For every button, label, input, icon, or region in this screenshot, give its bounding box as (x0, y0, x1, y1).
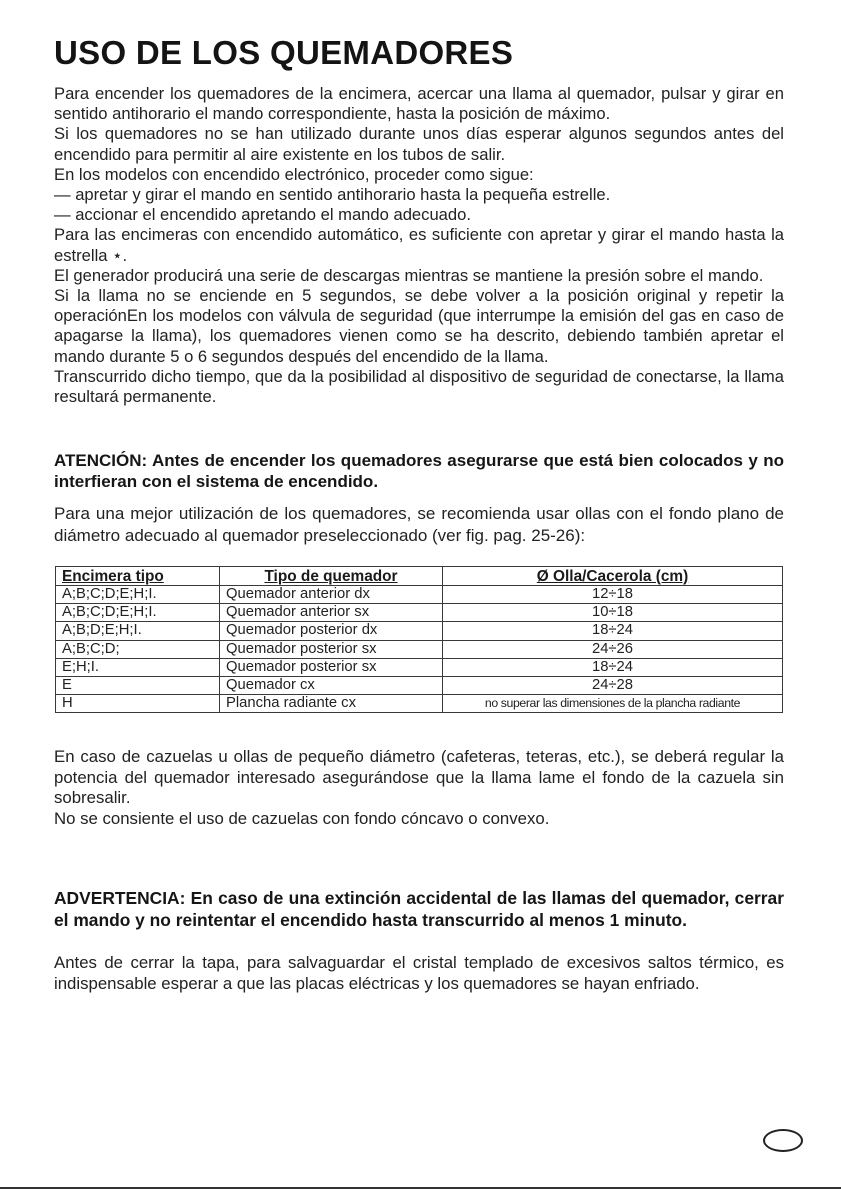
burner-pot-size-table (55, 566, 783, 713)
cell-burner-type: Quemador posterior sx (220, 658, 443, 676)
cell-hob-type: E (56, 676, 220, 694)
cell-pot-diameter: no superar las dimensiones de la plancha radiante (443, 695, 783, 713)
intro-paragraph: En los modelos con encendido electrónico, proceder como sigue: (54, 164, 534, 184)
cell-hob-type: A;B;C;D; (56, 640, 220, 658)
intro-paragraph: Para las encimeras con encendido automático, es suficiente con apretar y girar el mando hasta la estrella ⋆. (54, 225, 784, 265)
cell-hob-type: A;B;C;D;E;H;I. (56, 604, 220, 622)
cell-pot-diameter: 18÷24 (443, 622, 783, 640)
intro-step: — apretar y girar el mando en sentido antihorario hasta la pequeña estrelle. (54, 185, 611, 205)
small-pots-paragraph: En caso de cazuelas u ollas de pequeño diámetro (cafeteras, teteras, etc.), se deberá regular la potencia del quemador interesado asegurándose que la llama lame el fondo de la cazuela sin sobresalir. (54, 747, 784, 808)
intro-paragraph: Transcurrido dicho tiempo, que da la posibilidad al dispositivo de seguridad de conectarse, la llama resultará permanente. (54, 366, 784, 407)
intro-section (54, 84, 784, 407)
small-pots-paragraph: No se consiente el uso de cazuelas con fondo cóncavo o convexo. (54, 808, 550, 828)
column-header-pot-diameter: Ø Olla/Cacerola (cm) (443, 567, 783, 586)
cell-hob-type: A;B;D;E;H;I. (56, 622, 220, 640)
column-header-hob-type: Encimera tipo (56, 567, 220, 586)
warning-notice (54, 888, 784, 931)
intro-paragraph: Si los quemadores no se han utilizado durante unos días esperar algunos segundos antes del encendido para permitir al aire existente en los tubos de salir. (54, 124, 784, 164)
cell-pot-diameter: 10÷18 (443, 604, 783, 622)
warning-text: ADVERTENCIA: En caso de una extinción accidental de las llamas del quemador, cerrar el mando y no reintentar el encendido hasta transcurrido al menos 1 minuto. (54, 888, 784, 930)
cell-pot-diameter: 12÷18 (443, 586, 783, 604)
cell-burner-type: Quemador anterior sx (220, 604, 443, 622)
page-title: USO DE LOS QUEMADORES (54, 34, 514, 71)
pot-advice (54, 503, 784, 546)
pot-advice-text: Para una mejor utilización de los quemadores, se recomienda usar ollas con el fondo plano de diámetro adecuado al quemador preseleccionado (ver fig. pag. 25-26): (54, 504, 784, 545)
cell-burner-type: Quemador posterior dx (220, 622, 443, 640)
lid-paragraph: Antes de cerrar la tapa, para salvaguardar el cristal templado de excesivos saltos térmico, es indispensable esperar a que las placas eléctricas y los quemadores se hayan enfriado. (54, 953, 784, 993)
cell-burner-type: Quemador anterior dx (220, 586, 443, 604)
cell-pot-diameter: 24÷28 (443, 676, 783, 694)
cell-hob-type: H (56, 695, 220, 713)
cell-burner-type: Plancha radiante cx (220, 695, 443, 713)
language-oval-icon (763, 1129, 803, 1152)
cell-pot-diameter: 18÷24 (443, 658, 783, 676)
table-row (56, 676, 783, 694)
cell-pot-diameter: 24÷26 (443, 640, 783, 658)
intro-paragraph: Si la llama no se enciende en 5 segundos, se debe volver a la posición original y repetir la operaciónEn los modelos con válvula de seguridad (que interrumpe la emisión del gas en caso de apagarse la llama), los quemadores vienen como se ha descrito, debiendo también apretar el mando durante 5 o 6 segundos después del encendido de la llama. (54, 286, 784, 366)
lid-section (54, 953, 784, 994)
intro-step: — accionar el encendido apretando el mando adecuado. (54, 205, 471, 225)
cell-burner-type: Quemador posterior sx (220, 640, 443, 658)
table-header-row (56, 567, 783, 586)
table-row (56, 658, 783, 676)
cell-burner-type: Quemador cx (220, 676, 443, 694)
cell-hob-type: A;B;C;D;E;H;I. (56, 586, 220, 604)
intro-paragraph: Para encender los quemadores de la encimera, acercar una llama al quemador, pulsar y girar en sentido antihorario el mando correspondiente, hasta la posición de máximo. (54, 84, 784, 124)
page-bottom-divider (0, 1187, 841, 1189)
table-row (56, 640, 783, 658)
small-pots-section (54, 747, 784, 829)
table-row (56, 604, 783, 622)
cell-hob-type: E;H;I. (56, 658, 220, 676)
table-row (56, 622, 783, 640)
table-row (56, 586, 783, 604)
column-header-burner-type: Tipo de quemador (220, 567, 443, 586)
attention-text: ATENCIÓN: Antes de encender los quemadores asegurarse que está bien colocados y no interfieran con el sistema de encendido. (54, 451, 784, 491)
table-row (56, 695, 783, 713)
attention-notice (54, 451, 784, 492)
intro-paragraph: El generador producirá una serie de descargas mientras se mantiene la presión sobre el mando. (54, 265, 764, 285)
